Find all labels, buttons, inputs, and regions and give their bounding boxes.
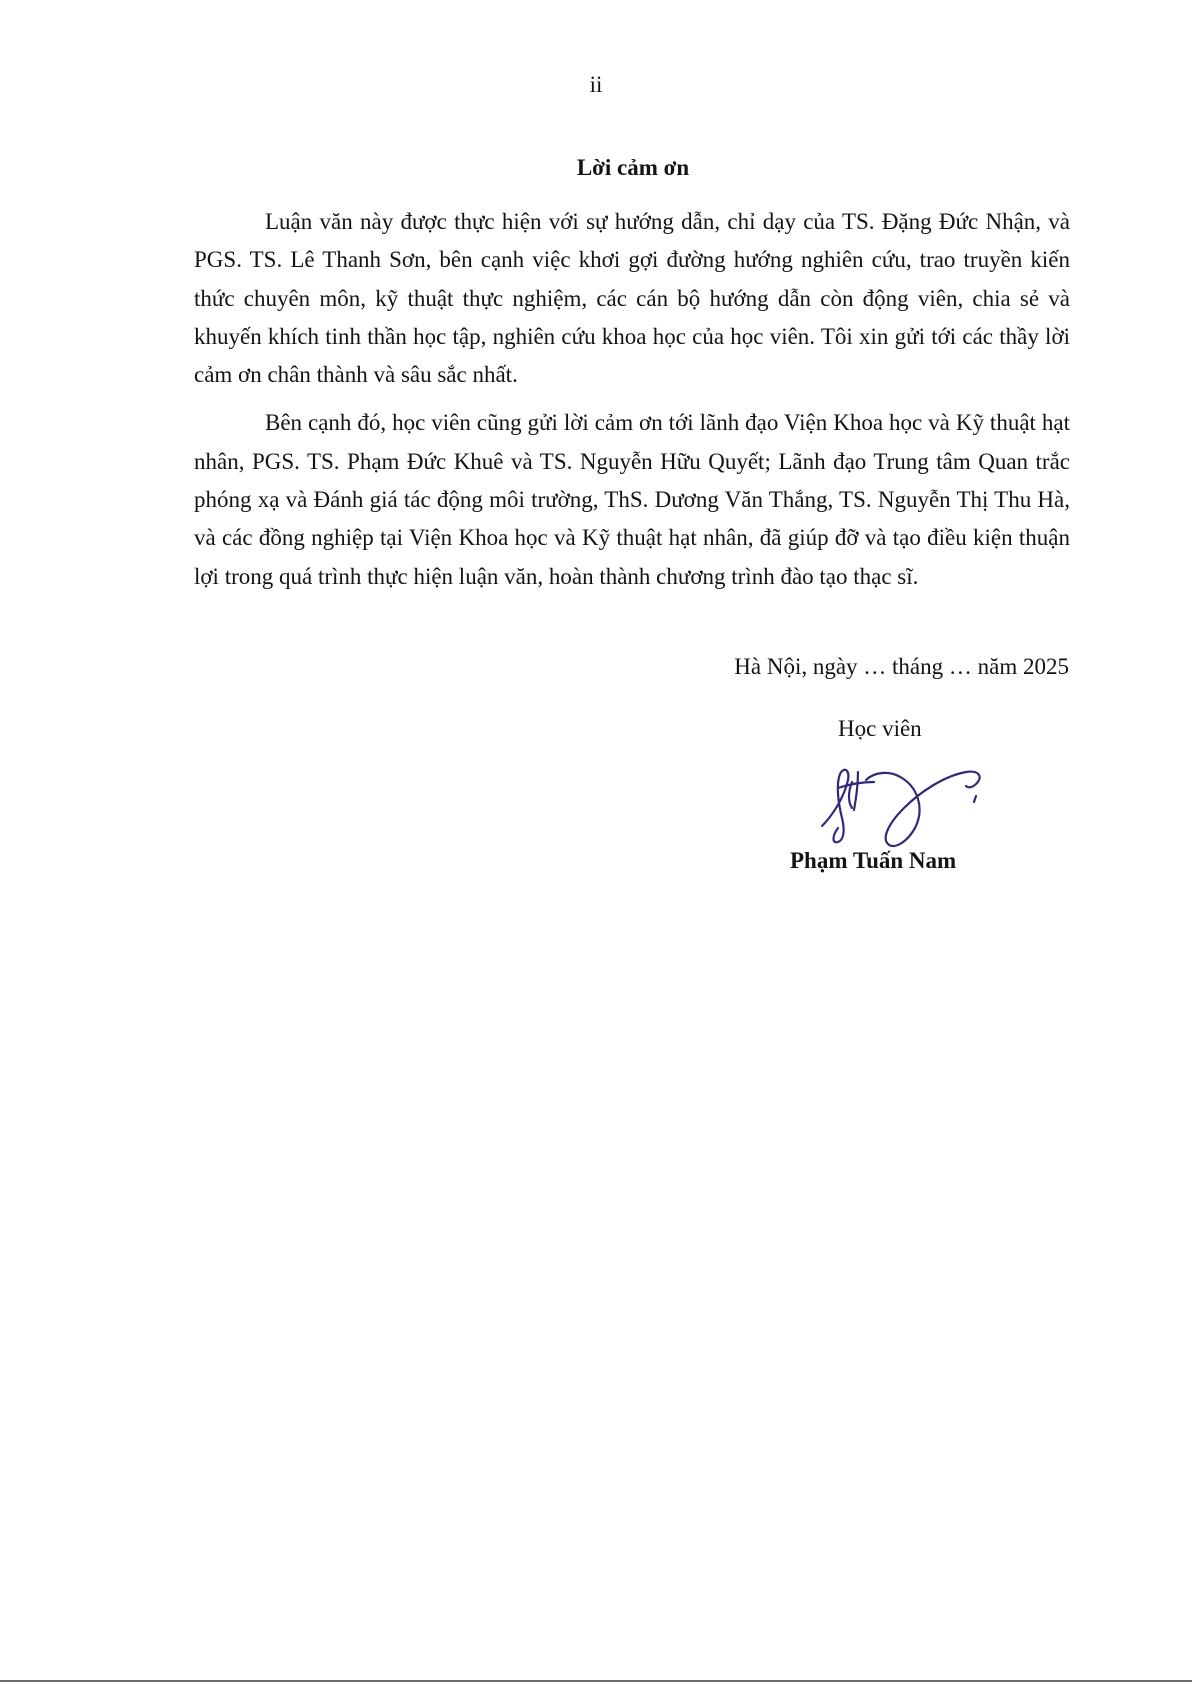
page-number: ii bbox=[589, 72, 603, 97]
paragraph-2: Bên cạnh đó, học viên cũng gửi lời cảm ơn tới lãnh đạo Viện Khoa học và Kỹ thuật hạt nhân, PGS. TS. Phạm Đức Khuê và TS. Nguyễn Hữu Quyết; Lãnh đạo Trung tâm Quan trắc phóng xạ và Đánh giá tác động môi trường, ThS. Dương Văn Thắng, TS. Nguyễn Thị Thu Hà, và các đồng nghiệp tại Viện Khoa học và Kỹ thuật hạt nhân, đã giúp đỡ và tạo điều kiện thuận lợi trong quá trình thực hiện luận văn, hoàn thành chương trình đào tạo thạc sĩ. bbox=[194, 410, 1070, 589]
date-line: Hà Nội, ngày … tháng … năm 2025 bbox=[734, 654, 1069, 679]
signer-name: Phạm Tuấn Nam bbox=[790, 848, 957, 873]
acknowledgement-body bbox=[194, 203, 1070, 606]
handwritten-signature bbox=[808, 758, 988, 858]
bottom-border-line bbox=[0, 1680, 1192, 1682]
signer-role: Học viên bbox=[838, 716, 922, 741]
page-title: Lời cảm ơn bbox=[576, 155, 690, 180]
paragraph-1: Luận văn này được thực hiện với sự hướng dẫn, chỉ dạy của TS. Đặng Đức Nhận, và PGS. TS. Lê Thanh Sơn, bên cạnh việc khơi gợi đường hướng nghiên cứu, trao truyền kiến thức chuyên môn, kỹ thuật thực nghiệm, các cán bộ hướng dẫn còn động viên, chia sẻ và khuyến khích tinh thần học tập, nghiên cứu khoa học của học viên. Tôi xin gửi tới các thầy lời cảm ơn chân thành và sâu sắc nhất. bbox=[194, 209, 1070, 388]
